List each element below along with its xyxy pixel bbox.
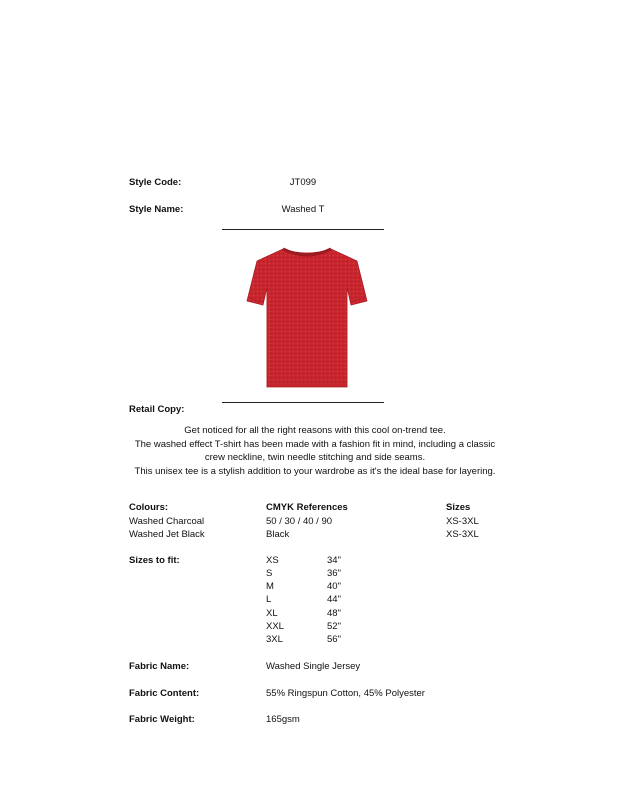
fabric-name-label: Fabric Name: [129,661,190,672]
size-fit-measure: 40" [327,581,341,592]
retail-copy-line: This unisex tee is a stylish addition to your wardrobe as it's the ideal base for layering. [134,465,496,477]
fabric-weight-value: 165gsm [266,714,300,725]
product-image-tshirt [245,243,369,389]
colour-name: Washed Charcoal [129,516,205,527]
size-fit-measure: 48" [327,608,341,619]
colour-cmyk: 50 / 30 / 40 / 90 [266,516,333,527]
retail-copy-line: Get noticed for all the right reasons with this cool on-trend tee. [184,425,446,436]
retail-copy-line: The washed effect T-shirt has been made with a fashion fit in mind, including a classic [134,438,496,450]
style-code-value: JT099 [289,177,317,188]
colour-sizes: XS-3XL [446,529,479,540]
tshirt-body [247,249,367,387]
size-fit-measure: 44" [327,594,341,605]
size-fit-measure: 52" [327,621,341,632]
top-divider [222,229,384,230]
style-name-value: Washed T [281,204,325,215]
size-fit-size: 3XL [266,634,283,645]
size-fit-size: XXL [266,621,284,632]
size-fit-size: XS [266,555,279,566]
size-fit-size: M [266,581,274,592]
fabric-content-value: 55% Ringspun Cotton, 45% Polyester [266,688,425,699]
style-code-label: Style Code: [129,177,182,188]
size-fit-measure: 36" [327,568,341,579]
bottom-divider [222,402,384,403]
fabric-name-value: Washed Single Jersey [266,661,361,672]
colour-cmyk: Black [266,529,290,540]
fabric-content-label: Fabric Content: [129,688,200,699]
size-fit-measure: 56" [327,634,341,645]
retail-copy-text [100,424,530,478]
size-fit-measure: 34" [327,555,341,566]
fabric-weight-label: Fabric Weight: [129,714,195,725]
style-name-label: Style Name: [129,204,184,215]
sizes-header: Sizes [446,502,471,513]
size-fit-size: XL [266,608,278,619]
colour-name: Washed Jet Black [129,529,205,540]
colour-sizes: XS-3XL [446,516,479,527]
retail-copy-line: crew neckline, twin needle stitching and side seams. [204,452,426,463]
colours-label: Colours: [129,502,169,513]
size-fit-size: S [266,568,273,579]
retail-copy-label: Retail Copy: [129,404,185,415]
sizes-to-fit-label: Sizes to fit: [129,555,180,566]
size-fit-size: L [266,594,272,605]
cmyk-header: CMYK References [266,502,348,513]
